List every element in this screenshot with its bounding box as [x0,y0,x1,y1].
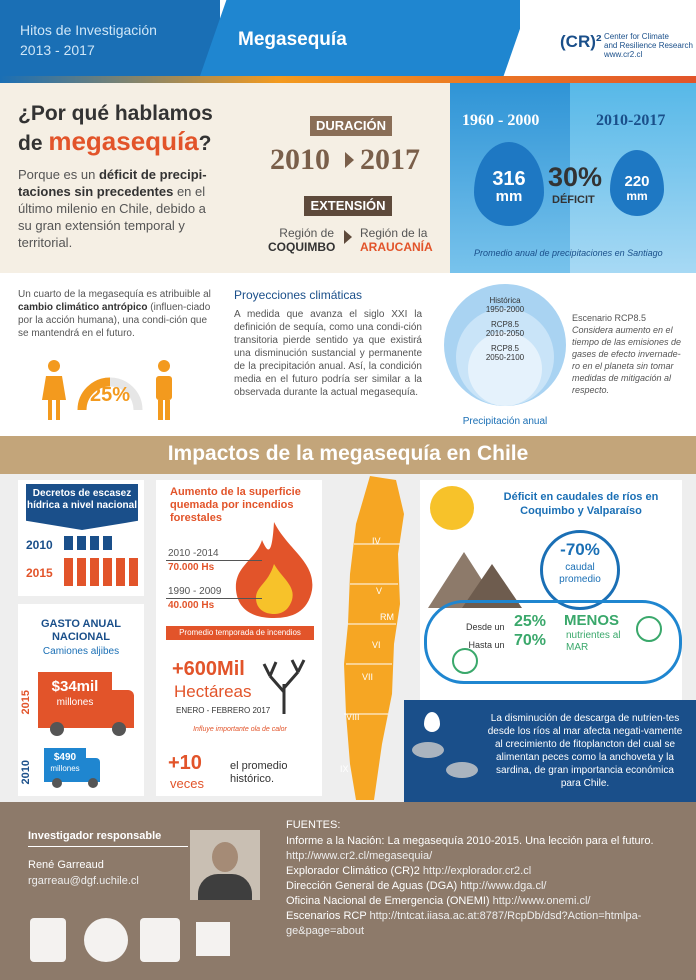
spending-subtitle: Camiones aljibes [42,646,120,657]
flow-label: caudal promedio [559,562,601,585]
male-person-icon [156,360,172,420]
logo-text: Center for Climate and Resilience Research www.cr2.cl [604,32,693,59]
duration-label: DURACIÓN [310,116,392,136]
extension-to: Región de la ARAUCANÍA [360,226,433,254]
spending-2015-year: 2015 [20,690,32,715]
why-body: Porque es un déficit de precipi-taciones sin precedentes en el último milenio en Chile, debido a su gran extensión temporal y territorial. [18,167,207,250]
nutrients-range-values: 25% 70% [514,613,547,649]
fires-value-2: 40.000 Hs [168,600,215,611]
projections-body: A medida que avanza el siglo XXI la definición de sequía, como una condi-ción transitoria pierde sentido ya que existirá una disminución sustancial y permanente de la precipitación anual. Así, la condición media en el futuro podría ser similar a la observada durante la actual megasequía. [234,309,422,398]
fires-x10: +10 [168,752,202,774]
spending-2010-year: 2010 [20,760,32,785]
fires-value-1: 70.000 Hs [168,562,215,573]
nutrients-less: MENOS [564,612,620,629]
anthro-percent: 25% [89,384,131,406]
fire-icon [226,520,322,620]
researcher-email[interactable]: rgarreau@dgf.uchile.cl [28,875,139,887]
region-label: VI [372,640,381,650]
burnt-tree-icon [254,654,314,714]
why-question-line2: de megasequía? [18,126,212,156]
page-title: Megasequía [238,29,347,50]
university-logo [140,918,180,962]
rain-deficit-value: 30% [548,162,603,192]
fish-icon [412,742,444,758]
impacts-title: Impactos de la megasequía en Chile [167,442,529,465]
fires-divider [166,598,262,599]
fires-note: Influye importante ola de calor [193,726,287,733]
flow-title: Déficit en caudales de ríos en Coquimbo y Valparaíso [503,491,659,517]
truck-2010-wheel [52,778,62,788]
rain-value-2: 220 mm [624,173,650,203]
region-label: IX [340,764,349,774]
decrees-2015-year: 2015 [26,566,53,580]
duration-start: 2010 [270,143,330,176]
sun-icon [430,486,474,530]
researcher-photo [190,830,260,900]
fires-x10-text: el promedio histórico. [230,760,288,785]
region-label: VIII [346,712,360,722]
plankton-icon [636,616,662,642]
decrees-2015-docs-icon [64,558,140,586]
flow-percent: -70% [560,540,600,559]
spending-2015-value: $34mil [51,678,99,695]
female-person-icon [42,360,66,420]
truck-2015-wheel [50,722,64,736]
rain-deficit-label: DÉFICIT [552,194,595,206]
circle-historic-label: Histórica 1950-2000 [485,296,525,314]
anthro-text: Un cuarto de la megasequía es atribuible al cambio climático antrópico (influen-ciado por la acción humana), una condi-ción que se mantendrá en el futuro. [18,289,211,339]
series-line-1: Hitos de Investigación [20,22,157,38]
university-logo [84,918,128,962]
water-drop-icon [424,712,440,732]
decrees-2010-year: 2010 [26,538,53,552]
fires-title: Aumento de la superficie quemada por incendios forestales [170,486,301,524]
region-label: RM [380,612,394,622]
truck-2010-wheel [88,778,98,788]
header-color-strip [0,76,696,83]
fires-x10-unit: veces [170,776,204,791]
duration-end: 2017 [360,143,420,176]
rain-caption: Promedio anual de precipitaciones en Santiago [474,248,663,258]
region-label: IV [372,536,381,546]
header-left-panel [0,0,220,76]
sea-text: La disminución de descarga de nutrien-tes desde los ríos al mar afecta negati-vamente al crecimiento de fitoplancton del cual se alimentan peces como la anchoveta y la sardina, de gran importancia económica para Chile. [487,713,683,789]
rain-period-2: 2010-2017 [596,112,666,129]
projections-title: Proyecciones climáticas [234,288,363,302]
duration-arrow-icon [345,152,354,168]
extension-from: Región de COQUIMBO [268,226,336,254]
logo-mark: (CR)² [560,32,602,51]
fires-divider [166,560,262,561]
fires-period-2: 1990 - 2009 [168,586,222,597]
series-line-2: 2013 - 2017 [20,42,95,58]
plankton-icon [452,648,478,674]
region-label: V [376,586,383,596]
spending-title: GASTO ANUAL NACIONAL [40,618,122,643]
why-question-line1: ¿Por qué hablamos [18,102,213,125]
extension-label: EXTENSIÓN [304,196,392,216]
decrees-title: Decretos de escasez hídrica a nivel nacional [26,488,138,511]
truck-2015-wheel [112,722,126,736]
fish-icon [446,762,478,778]
nutrients-less-sub: nutrientes al MAR [566,630,621,653]
researcher-name: René Garreaud [28,859,104,871]
spending-2015-unit: millones [56,697,94,708]
agency-logo [196,922,230,956]
fires-big-value: +600Mil [172,658,245,680]
nutrients-range-labels: Desde un Hasta un [466,622,505,650]
chile-map [326,474,416,802]
rain-value-1: 316 mm [492,168,526,205]
extension-arrow-icon [344,230,352,244]
circle-rcp2-label: RCP8.5 2050-2100 [485,344,525,362]
fires-big-when: ENERO - FEBRERO 2017 [176,706,271,715]
sources-title: FUENTES: [286,819,341,831]
researcher-label: Investigador responsable [28,830,188,847]
fires-period-1: 2010 -2014 [168,548,219,559]
university-logo [30,918,66,962]
rcp-scenario: Escenario RCP8.5 Considera aumento en el tiempo de las emisiones de gases de efecto invernade-ro en el planeta sin tomar medidas de mitigación al respecto. [572,313,682,395]
fires-big-unit: Hectáreas [174,682,252,701]
circle-rcp1-label: RCP8.5 2010-2050 [485,320,525,338]
rain-period-1: 1960 - 2000 [462,112,540,129]
region-label: VII [362,672,374,682]
circles-caption: Precipitación anual [462,416,548,427]
decrees-2010-docs-icon [64,536,114,550]
spending-2010-value: $490 millones [50,752,80,773]
sources-list: Informe a la Nación: La megasequía 2010-2015. Una lección para el futuro. http://www.cr2.cl/megasequia/ Explorador Climático (CR)2 http://explorador.cr2.cl Dirección General de Aguas (DGA) http://www.dga.cl/ Oficina Nacional de Emergencia (ONEMI) http://www.onemi.cl/ Escenarios RCP http://tntcat.iiasa.ac.at:8787/RcpDb/dsd?Action=htmlpa-ge&page=about [286,835,654,937]
fires-caption: Promedio temporada de incendios [166,626,314,640]
